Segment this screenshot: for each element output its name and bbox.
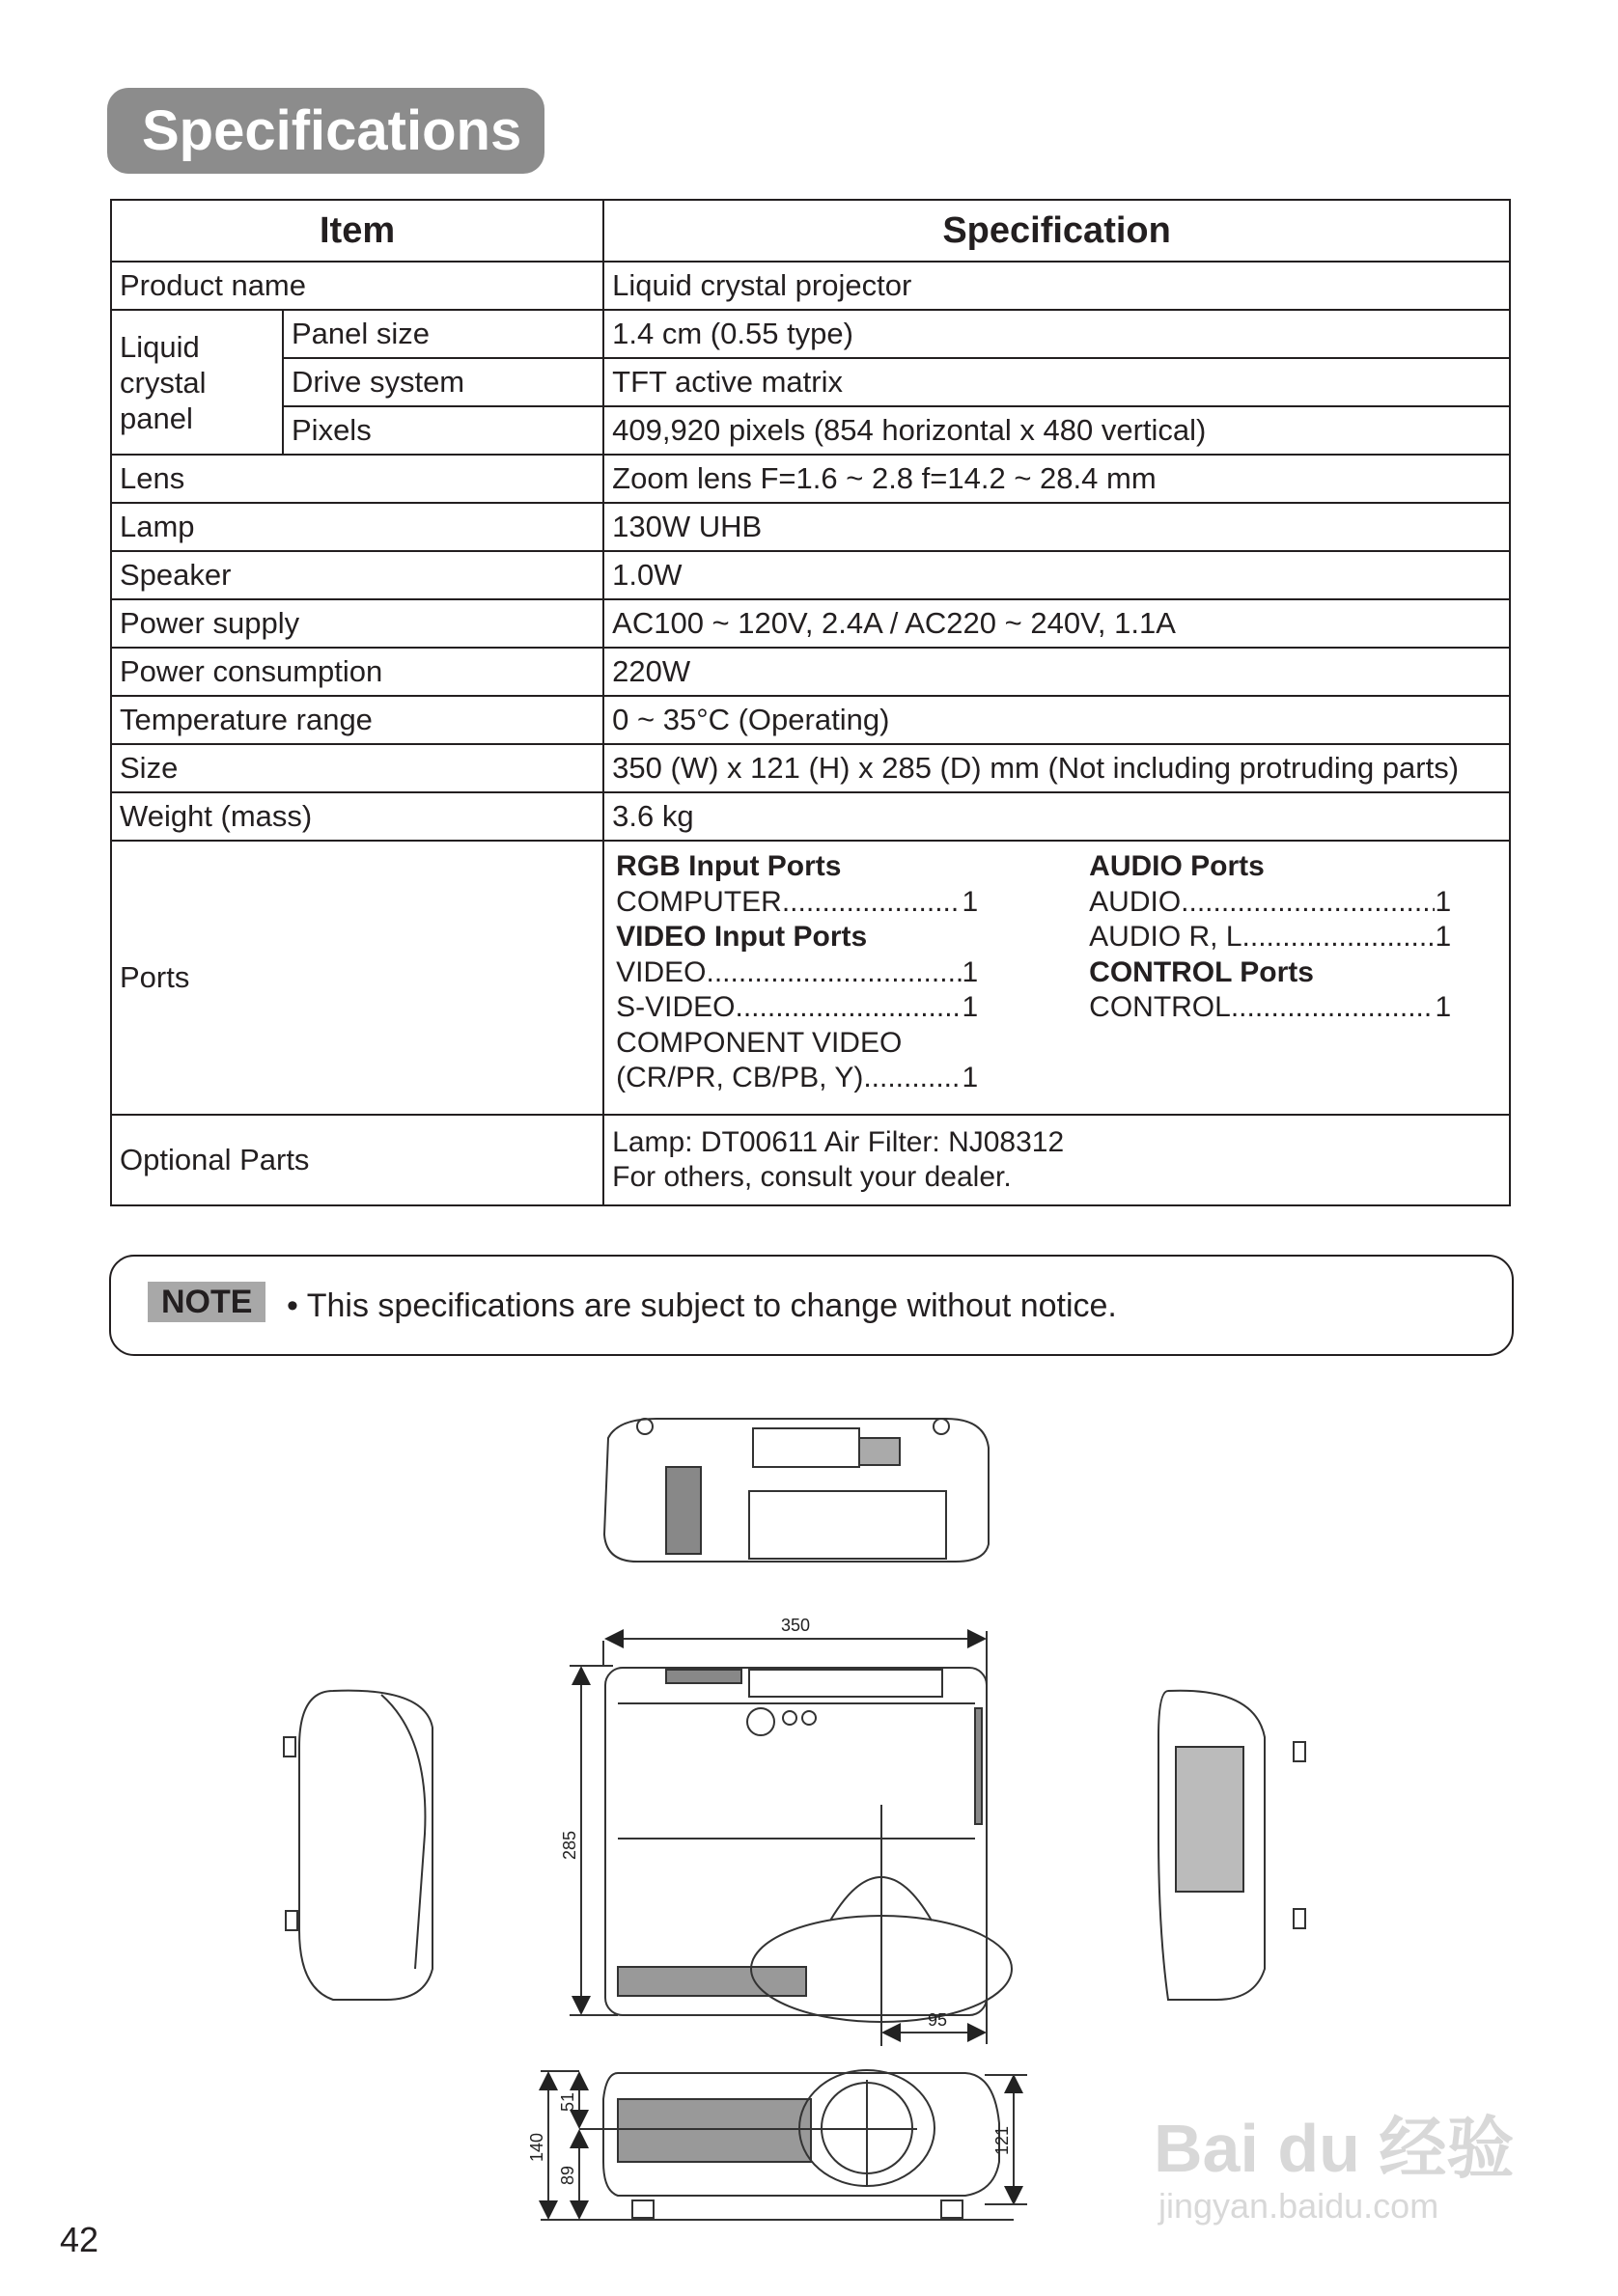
spec-value: 0 ~ 35°C (Operating): [603, 696, 1510, 744]
port-name: S-VIDEO: [616, 991, 736, 1023]
spec-value: Liquid crystal projector: [603, 262, 1510, 310]
spec-value: TFT active matrix: [603, 358, 1510, 406]
item-label: Ports: [111, 841, 603, 1115]
port-count: 1: [1435, 921, 1452, 953]
rgb-heading: RGB Input Ports: [616, 850, 842, 882]
dim-width: 350: [780, 1616, 811, 1635]
spec-value: 3.6 kg: [603, 792, 1510, 841]
header-item: Item: [111, 200, 603, 262]
port-name: COMPUTER: [616, 885, 782, 918]
dim-lens-offset: 95: [927, 2010, 948, 2030]
item-label: Size: [111, 744, 603, 792]
item-label: Speaker: [111, 551, 603, 599]
audio-heading: AUDIO Ports: [1089, 850, 1265, 882]
spec-value: 130W UHB: [603, 503, 1510, 551]
port-name: AUDIO: [1089, 885, 1182, 918]
item-label: Optional Parts: [111, 1115, 603, 1205]
port-count: 1: [962, 955, 979, 988]
spec-value: AC100 ~ 120V, 2.4A / AC220 ~ 240V, 1.1A: [603, 599, 1510, 648]
item-label: Lamp: [111, 503, 603, 551]
spec-value: 1.0W: [603, 551, 1510, 599]
port-name: COMPONENT VIDEO: [616, 1026, 903, 1059]
port-name: CONTROL: [1089, 991, 1231, 1023]
note-badge: NOTE: [148, 1282, 265, 1322]
optional-line: Lamp: DT00611 Air Filter: NJ08312: [612, 1126, 1065, 1158]
header-spec: Specification: [603, 200, 1510, 262]
port-count: 1: [1435, 885, 1452, 918]
control-heading: CONTROL Ports: [1089, 955, 1314, 988]
item-label: Power supply: [111, 599, 603, 648]
watermark-url: jingyan.baidu.com: [1158, 2186, 1439, 2226]
front-view-drawing: [527, 2070, 1027, 2220]
item-label: Product name: [111, 262, 603, 310]
port-count: 1: [962, 1062, 979, 1093]
port-count: 1: [962, 991, 979, 1023]
port-count: 1: [962, 885, 979, 918]
dim-height: 121: [992, 2125, 1012, 2156]
video-heading: VIDEO Input Ports: [616, 921, 868, 953]
spec-value: 1.4 cm (0.55 type): [603, 310, 1510, 358]
item-label: Power consumption: [111, 648, 603, 696]
port-name: VIDEO: [616, 955, 707, 988]
item-label: Temperature range: [111, 696, 603, 744]
page-title: Specifications: [107, 88, 544, 174]
item-label: Weight (mass): [111, 792, 603, 841]
watermark-brand: Bai du 经验: [1154, 2111, 1515, 2186]
page-number: 42: [60, 2220, 99, 2259]
dim-depth: 285: [560, 1830, 579, 1861]
port-name: (CR/PR, CB/PB, Y): [616, 1062, 864, 1093]
item-label: Liquid crystal panel: [111, 310, 283, 455]
sub-item-label: Pixels: [283, 406, 603, 455]
optional-line: For others, consult your dealer.: [612, 1161, 1012, 1193]
dim-height-total: 140: [527, 2132, 546, 2163]
spec-value: 409,920 pixels (854 horizontal x 480 vertical): [603, 406, 1510, 455]
sub-item-label: Panel size: [283, 310, 603, 358]
right-side-view-drawing: [1158, 1691, 1305, 2000]
left-side-view-drawing: [284, 1691, 432, 2000]
note-text: • This specifications are subject to change without notice.: [287, 1287, 1117, 1324]
spec-value: Zoom lens F=1.6 ~ 2.8 f=14.2 ~ 28.4 mm: [603, 455, 1510, 503]
spec-value: 220W: [603, 648, 1510, 696]
spec-value: 350 (W) x 121 (H) x 285 (D) mm (Not including protruding parts): [603, 744, 1510, 792]
rear-view-drawing: [604, 1419, 989, 1562]
port-count: 1: [1435, 991, 1452, 1023]
sub-item-label: Drive system: [283, 358, 603, 406]
dim-lower: 89: [558, 2165, 577, 2186]
dim-upper: 51: [558, 2091, 577, 2113]
port-name: AUDIO R, L.: [1089, 921, 1250, 953]
top-view-drawing: [560, 1616, 1012, 2046]
item-label: Lens: [111, 455, 603, 503]
